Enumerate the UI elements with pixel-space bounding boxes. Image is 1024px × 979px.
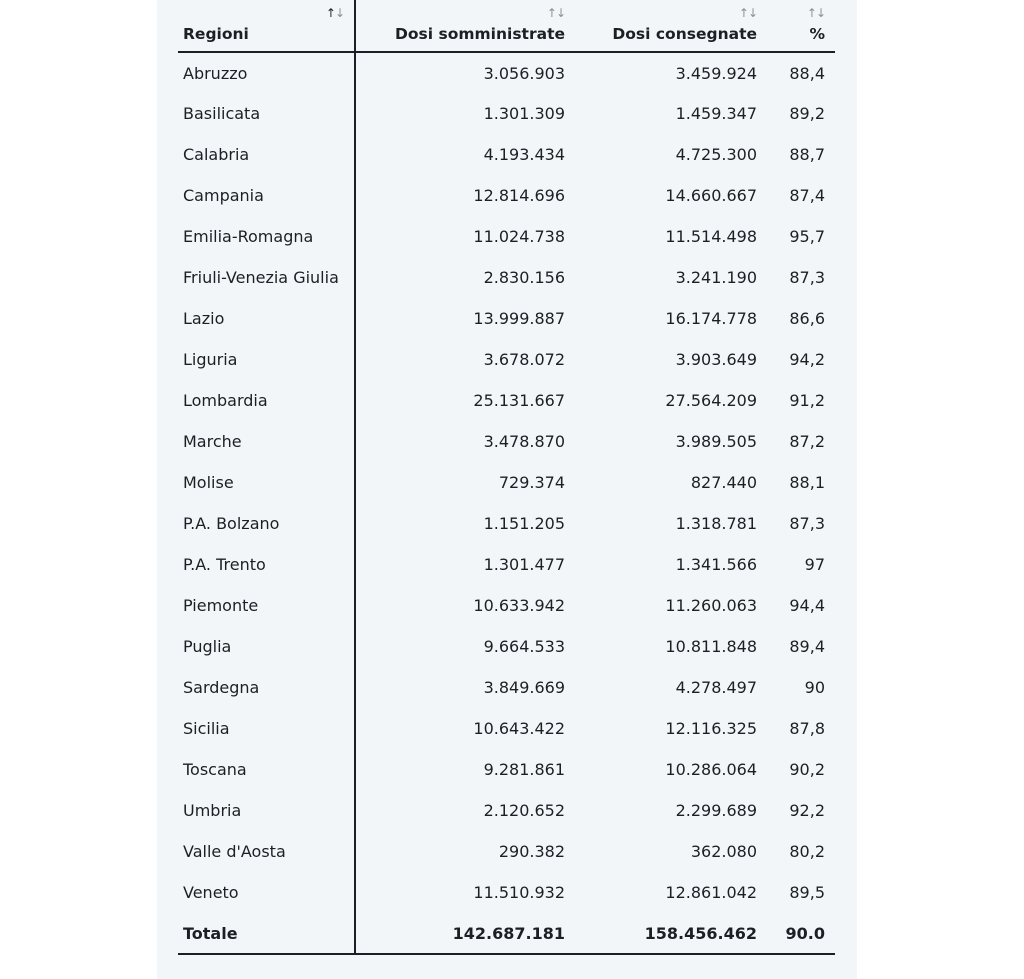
cell-percent: 88,4	[789, 63, 825, 83]
table-row	[178, 749, 835, 790]
cell-region: Lombardia	[178, 380, 355, 421]
cell-region: Molise	[178, 462, 355, 503]
table-row	[178, 790, 835, 831]
cell-percent: 91,2	[789, 391, 825, 410]
cell-delivered: 14.660.667	[665, 186, 757, 205]
cell-region: Sicilia	[178, 708, 355, 749]
cell-administered: 1.301.309	[483, 104, 565, 123]
table-row	[178, 93, 835, 134]
cell-administered: 11.510.932	[473, 883, 565, 902]
cell-administered: 1.301.477	[483, 555, 565, 574]
cell-percent: 87,3	[789, 268, 825, 287]
cell-region: Marche	[178, 421, 355, 462]
cell-percent: 89,2	[789, 104, 825, 123]
cell-administered: 729.374	[498, 473, 565, 492]
cell-percent: 87,2	[789, 432, 825, 451]
cell-delivered: 4.278.497	[675, 678, 757, 697]
cell-administered: 10.643.422	[473, 719, 565, 738]
cell-delivered: 3.459.924	[675, 63, 757, 83]
sort-icon[interactable]: ↑↓	[546, 6, 565, 20]
cell-administered: 3.678.072	[483, 350, 565, 369]
cell-percent: 92,2	[789, 801, 825, 820]
table-header-row	[178, 0, 835, 52]
cell-administered: 11.024.738	[473, 227, 565, 246]
cell-percent: 97	[804, 555, 825, 574]
cell-percent: 89,5	[789, 883, 825, 902]
cell-administered: 9.664.533	[483, 637, 565, 656]
cell-administered: 10.633.942	[473, 596, 565, 615]
cell-percent: 87,8	[789, 719, 825, 738]
cell-percent: 90.0	[767, 913, 835, 954]
cell-delivered: 3.241.190	[675, 268, 757, 287]
table-row	[178, 503, 835, 544]
cell-percent: 94,4	[789, 596, 825, 615]
cell-delivered: 158.456.462	[575, 913, 767, 954]
cell-percent: 89,4	[789, 637, 825, 656]
sort-icon[interactable]: ↑↓	[738, 6, 757, 20]
cell-region: Puglia	[178, 626, 355, 667]
table-row	[178, 380, 835, 421]
table-row	[178, 462, 835, 503]
table-row	[178, 257, 835, 298]
cell-region: Liguria	[178, 339, 355, 380]
sort-icon[interactable]: ↑↓	[325, 6, 344, 20]
cell-delivered: 3.989.505	[675, 432, 757, 451]
cell-delivered: 11.260.063	[665, 596, 757, 615]
cell-delivered: 3.903.649	[675, 350, 757, 369]
cell-region: Campania	[178, 175, 355, 216]
cell-delivered: 12.861.042	[665, 883, 757, 902]
cell-region: Abruzzo	[178, 52, 355, 93]
table-row	[178, 544, 835, 585]
cell-percent: 87,4	[789, 186, 825, 205]
cell-region: P.A. Trento	[178, 544, 355, 585]
cell-percent: 95,7	[789, 227, 825, 246]
cell-administered: 2.120.652	[483, 801, 565, 820]
cell-percent: 87,3	[789, 514, 825, 533]
cell-delivered: 1.318.781	[675, 514, 757, 533]
cell-delivered: 27.564.209	[665, 391, 757, 410]
cell-administered: 4.193.434	[483, 145, 565, 164]
cell-administered: 1.151.205	[483, 514, 565, 533]
column-header-label: Regioni	[183, 25, 249, 43]
cell-delivered: 12.116.325	[665, 719, 757, 738]
cell-administered: 2.830.156	[483, 268, 565, 287]
cell-administered: 3.056.903	[483, 63, 565, 83]
table-row	[178, 626, 835, 667]
cell-region: Emilia-Romagna	[178, 216, 355, 257]
table-row	[178, 831, 835, 872]
table-row	[178, 708, 835, 749]
total-row	[178, 913, 835, 954]
table-row	[178, 216, 835, 257]
cell-delivered: 16.174.778	[665, 309, 757, 328]
cell-delivered: 827.440	[690, 473, 757, 492]
column-header-label: Dosi somministrate	[395, 25, 565, 43]
cell-region: Sardegna	[178, 667, 355, 708]
cell-region: P.A. Bolzano	[178, 503, 355, 544]
cell-percent: 88,7	[789, 145, 825, 164]
table-row	[178, 52, 835, 93]
cell-region: Umbria	[178, 790, 355, 831]
cell-region: Piemonte	[178, 585, 355, 626]
cell-administered: 12.814.696	[473, 186, 565, 205]
sort-icon[interactable]: ↑↓	[806, 6, 825, 20]
cell-percent: 88,1	[789, 473, 825, 492]
cell-region: Basilicata	[178, 93, 355, 134]
cell-region: Veneto	[178, 872, 355, 913]
table-row	[178, 585, 835, 626]
cell-percent: 90	[804, 678, 825, 697]
column-header-dosi-consegnate[interactable]	[575, 0, 767, 52]
table-row	[178, 872, 835, 913]
cell-administered: 3.478.870	[483, 432, 565, 451]
cell-region: Friuli-Venezia Giulia	[178, 257, 355, 298]
cell-delivered: 1.459.347	[675, 104, 757, 123]
table-body	[178, 52, 835, 954]
cell-delivered: 1.341.566	[675, 555, 757, 574]
cell-administered: 290.382	[498, 842, 565, 861]
column-header-label: %	[809, 25, 825, 43]
cell-percent: 86,6	[789, 309, 825, 328]
column-header-label: Dosi consegnate	[612, 25, 757, 43]
cell-delivered: 362.080	[690, 842, 757, 861]
cell-administered: 142.687.181	[355, 913, 575, 954]
table-row	[178, 175, 835, 216]
table-row	[178, 298, 835, 339]
cell-administered: 25.131.667	[473, 391, 565, 410]
column-header-percent[interactable]	[767, 0, 835, 52]
table-row	[178, 667, 835, 708]
cell-administered: 9.281.861	[483, 760, 565, 779]
cell-percent: 90,2	[789, 760, 825, 779]
cell-region: Totale	[178, 913, 355, 954]
cell-delivered: 2.299.689	[675, 801, 757, 820]
table-row	[178, 339, 835, 380]
cell-administered: 3.849.669	[483, 678, 565, 697]
cell-delivered: 4.725.300	[675, 145, 757, 164]
cell-administered: 13.999.887	[473, 309, 565, 328]
cell-percent: 80,2	[789, 842, 825, 861]
cell-delivered: 10.286.064	[665, 760, 757, 779]
vaccine-doses-table	[178, 0, 835, 955]
cell-region: Toscana	[178, 749, 355, 790]
cell-delivered: 11.514.498	[665, 227, 757, 246]
cell-region: Lazio	[178, 298, 355, 339]
cell-region: Calabria	[178, 134, 355, 175]
cell-percent: 94,2	[789, 350, 825, 369]
column-header-regioni[interactable]	[178, 0, 355, 52]
table-row	[178, 134, 835, 175]
column-header-dosi-somministrate[interactable]	[355, 0, 575, 52]
cell-delivered: 10.811.848	[665, 637, 757, 656]
table-row	[178, 421, 835, 462]
cell-region: Valle d'Aosta	[178, 831, 355, 872]
